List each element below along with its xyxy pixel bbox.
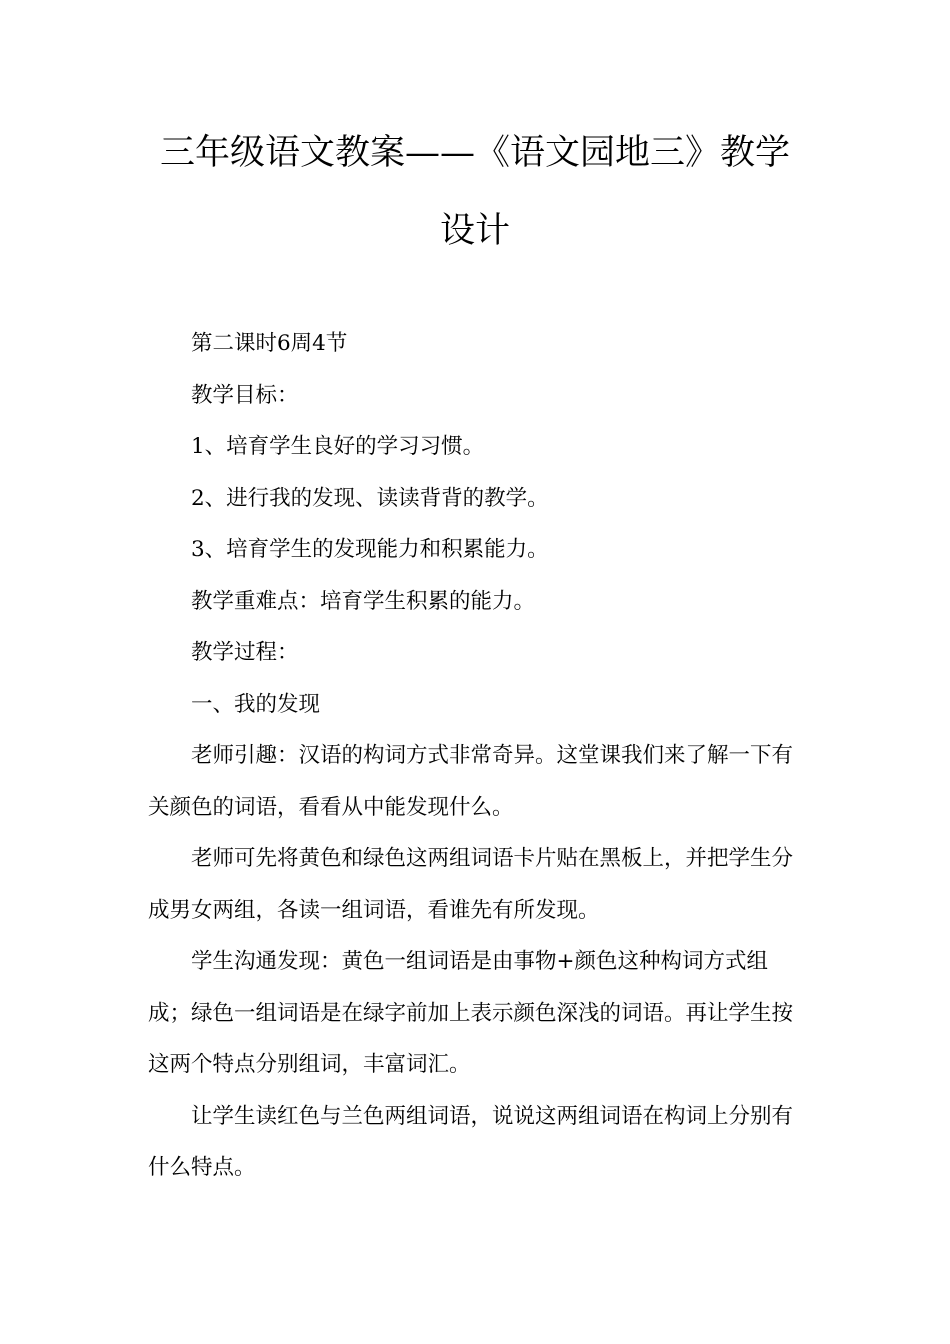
paragraph-teacher-intro: 老师引趣：汉语的构词方式非常奇异。这堂课我们来了解一下有关颜色的词语，看看从中能发现什么。	[148, 743, 794, 820]
paragraph-goal-3: 3、培育学生的发现能力和积累能力。	[191, 537, 549, 562]
paragraph-card-activity: 老师可先将黄色和绿色这两组词语卡片贴在黑板上，并把学生分成男女两组，各读一组词语，看谁先有所发现。	[148, 846, 794, 923]
paragraph-lesson-period: 第二课时6周4节	[191, 331, 348, 356]
paragraph-goals-heading: 教学目标：	[191, 382, 299, 408]
paragraph-key-difficulty: 教学重难点：培育学生积累的能力。	[191, 588, 536, 614]
paragraph-section-1-heading: 一、我的发现	[191, 691, 321, 717]
paragraph-student-findings: 学生沟通发现：黄色一组词语是由事物+颜色这种构词方式组成；绿色一组词语是在绿字前加上表示颜色深浅的词语。再让学生按这两个特点分别组词，丰富词汇。	[148, 949, 794, 1077]
paragraph-process-heading: 教学过程：	[191, 640, 299, 665]
document-title: 三年级语文教案——《语文园地三》教学设计	[159, 133, 790, 251]
paragraph-goal-1: 1、培育学生良好的学习习惯。	[191, 434, 485, 459]
paragraph-red-blue-words: 让学生读红色与兰色两组词语，说说这两组词语在构词上分别有什么特点。	[148, 1103, 794, 1180]
paragraph-goal-2: 2、进行我的发现、读读背背的教学。	[191, 485, 549, 511]
document-body	[148, 318, 798, 1194]
